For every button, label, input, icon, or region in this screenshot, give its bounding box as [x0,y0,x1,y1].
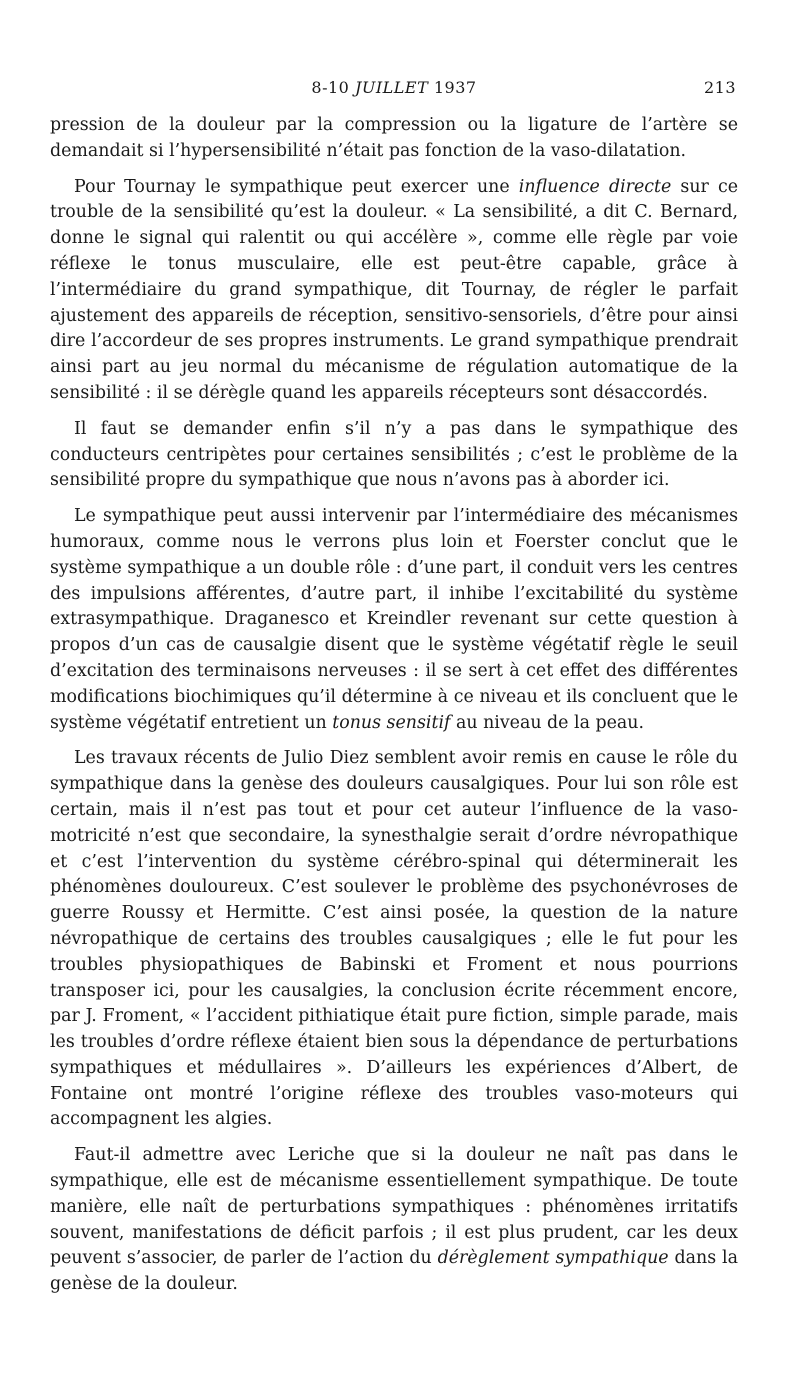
running-head [50,78,738,102]
paragraph-2 [50,175,738,407]
paragraph-6-text-b: dans la genèse de la douleur. [50,1248,738,1295]
paragraph-4-italic: tonus sensitif [332,712,451,733]
paragraph-4-text-b: au niveau de la peau. [450,712,644,733]
paragraph-4-text-a: Le sympathique peut aussi intervenir par l’intermédiaire des mécanismes humoraux, comme nous le verrons plus loin et Foerster conclut que le système sympathique a un double rôle : d’une part, il conduit vers les centres des impulsions afférentes, d’autre part, il inhibe l’excitabilité du système extrasympathique. Draganesco et Kreindler revenant sur cette question à propos d’un cas de causalgie disent que le système végétatif règle le seuil d’excitation des terminaisons nerveuses : il se sert à cet effet des différentes modifications biochimiques qu’il détermine à ce niveau et ils concluent que le système végétatif entretient un [50,506,738,733]
paragraph-6-italic: dérèglement sympathique [437,1248,669,1269]
paragraph-6-text-a: Faut-il admettre avec Leriche que si la douleur ne naît pas dans le sympathique, elle est de mécanisme essentiellement sympathique. De toute manière, elle naît de perturbations sympathiques : phénomènes irritatifs souvent, manifestations de déficit parfois ; il est plus prudent, car les deux peuvent s’associer, de parler de l’action du [50,1145,738,1269]
issue-date [50,78,738,97]
paragraph-1-text: pression de la douleur par la compression ou la ligature de l’artère se demandait si l’hypersensibilité n’était pas fonction de la vaso-dilatation. [50,115,738,161]
paragraph-5 [50,746,738,1133]
paragraph-4 [50,504,738,736]
paragraph-1 [50,113,738,165]
paragraph-2-text-b: sur ce trouble de la sensibilité qu’est la douleur. « La sensibilité, a dit C. Bernard, donne le signal qui ralentit ou qui accélère », comme elle règle par voie réflexe le tonus musculaire, elle est peut-être capable, grâce à l’intermédiaire du grand sympathique, dit Tournay, de régler le parfait ajustement des appareils de réception, sensitivo-sensoriels, d’être pour ainsi dire l’accordeur de ses propres instruments. Le grand sympathique prendrait ainsi part au jeu normal du mécanisme de régulation automatique de la sensibilité : il se dérègle quand les appareils récepteurs sont désaccordés. [50,176,739,403]
date-year: 1937 [433,78,477,97]
page [50,0,738,1394]
paragraph-3-text: Il faut se demander enfin s’il n’y a pas dans le sympathique des conducteurs centripètes pour certaines sensibilités ; c’est le problème de la sensibilité propre du sympathique que nous n’avons pas à aborder ici. [50,418,738,491]
page-number: 213 [703,78,736,97]
paragraph-6 [50,1143,738,1298]
date-prefix: 8-10 [311,78,350,97]
paragraph-2-text-a: Pour Tournay le sympathique peut exercer une [74,176,519,197]
paragraph-5-text: Les travaux récents de Julio Diez semblent avoir remis en cause le rôle du sympathique dans la genèse des douleurs causalgiques. Pour lui son rôle est certain, mais il n’est pas tout et pour cet auteur l’influence de la vaso-motricité n’est que secondaire, la synesthalgie serait d’ordre névropathique et c’est l’intervention du système cérébro-spinal qui déterminerait les phénomènes douloureux. C’est soulever le problème des psychonévroses de guerre Roussy et Hermitte. C’est ainsi posée, la question de la nature névropathique de certains des troubles causalgiques ; elle le fut pour les troubles physiopathiques de Babinski et Froment et nous pourrions transposer ici, pour les causalgies, la conclusion écrite récemment encore, par J. Froment, « l’accident pithiatique était pure fiction, simple parade, mais les troubles d’ordre réflexe étaient bien sous la dépendance de perturbations sympathiques et médullaires ». D’ailleurs les expériences d’Albert, de Fontaine ont montré l’origine réflexe des troubles vaso-moteurs qui accompagnent les algies. [50,748,738,1130]
date-month: JUILLET [354,78,429,97]
paragraph-3 [50,417,738,494]
paragraph-2-italic: influence directe [518,176,672,197]
article-body [50,113,738,1308]
